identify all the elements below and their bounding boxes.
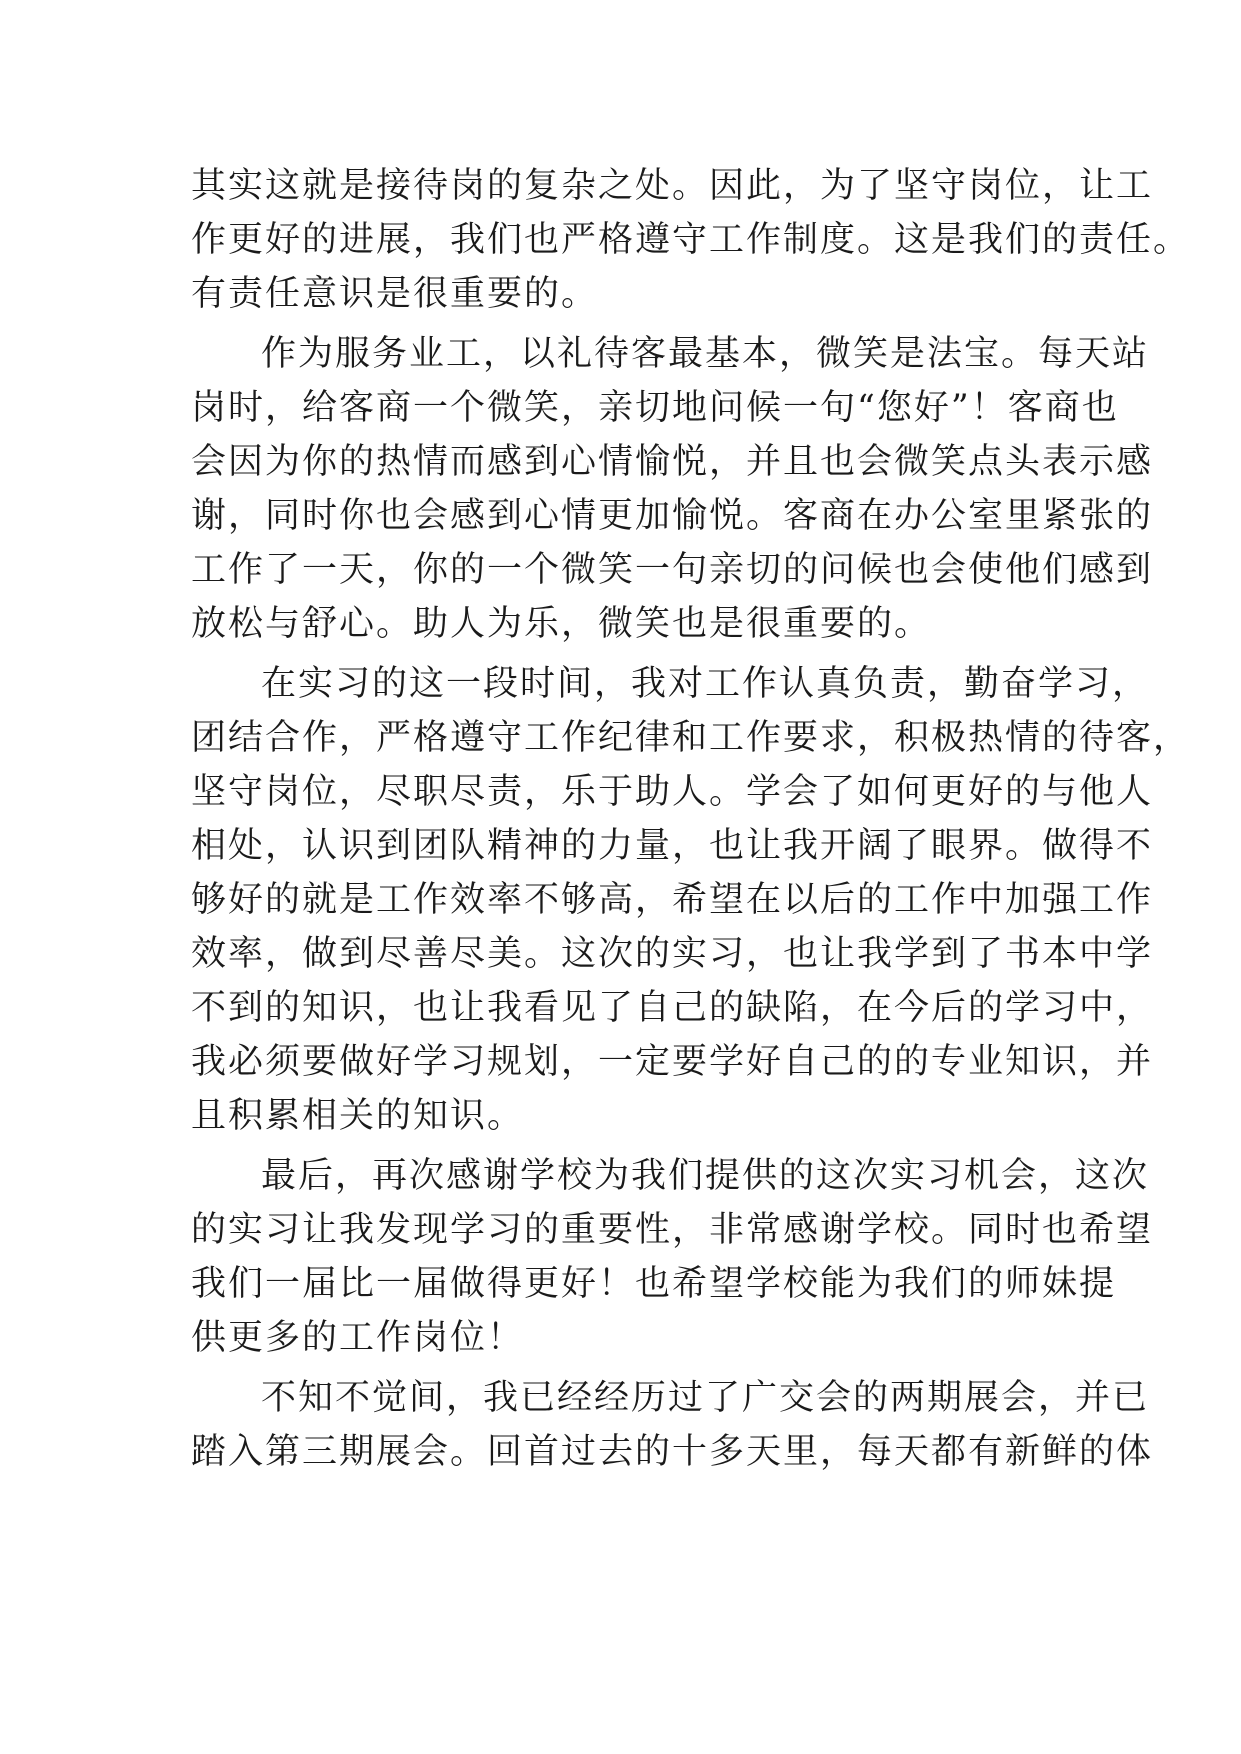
text-line: 相处，认识到团队精神的力量，也让我开阔了眼界。做得不 [191,826,1154,866]
text-line: 踏入第三期展会。回首过去的十多天里，每天都有新鲜的体 [191,1432,1154,1472]
text-line: 谢，同时你也会感到心情更加愉悦。客商在办公室里紧张的 [191,496,1154,536]
text-line: 供更多的工作岗位！ [191,1318,525,1358]
text-line: 我必须要做好学习规划，一定要学好自己的的专业知识，并 [191,1042,1154,1082]
text-line: 放松与舒心。助人为乐，微笑也是很重要的。 [191,604,932,644]
paragraph-first-line: 不知不觉间，我已经经历过了广交会的两期展会，并已 [261,1378,1150,1418]
paragraph-first-line: 最后，再次感谢学校为我们提供的这次实习机会，这次 [261,1156,1150,1196]
text-line: 会因为你的热情而感到心情愉悦，并且也会微笑点头表示感 [191,442,1154,482]
paragraph-first-line: 作为服务业工，以礼待客最基本，微笑是法宝。每天站 [261,334,1150,374]
paragraph-first-line: 在实习的这一段时间，我对工作认真负责，勤奋学习， [261,664,1150,704]
text-line: 的实习让我发现学习的重要性，非常感谢学校。同时也希望 [191,1210,1154,1250]
text-line: 岗时，给客商一个微笑，亲切地问候一句“您好”！客商也 [191,388,1119,428]
text-line: 其实这就是接待岗的复杂之处。因此，为了坚守岗位，让工 [191,166,1154,206]
text-line: 效率，做到尽善尽美。这次的实习，也让我学到了书本中学 [191,934,1154,974]
text-line: 我们一届比一届做得更好！也希望学校能为我们的师妹提 [191,1264,1117,1304]
text-line: 工作了一天，你的一个微笑一句亲切的问候也会使他们感到 [191,550,1154,590]
document-body [191,159,1191,1479]
text-line: 有责任意识是很重要的。 [191,274,599,314]
text-line: 够好的就是工作效率不够高，希望在以后的工作中加强工作 [191,880,1154,920]
text-line: 不到的知识，也让我看见了自己的缺陷，在今后的学习中， [191,988,1154,1028]
text-line: 且积累相关的知识。 [191,1096,525,1136]
text-line: 作更好的进展，我们也严格遵守工作制度。这是我们的责任。 [191,220,1191,260]
text-line: 团结合作，严格遵守工作纪律和工作要求，积极热情的待客， [191,718,1191,758]
text-line: 坚守岗位，尽职尽责，乐于助人。学会了如何更好的与他人 [191,772,1154,812]
